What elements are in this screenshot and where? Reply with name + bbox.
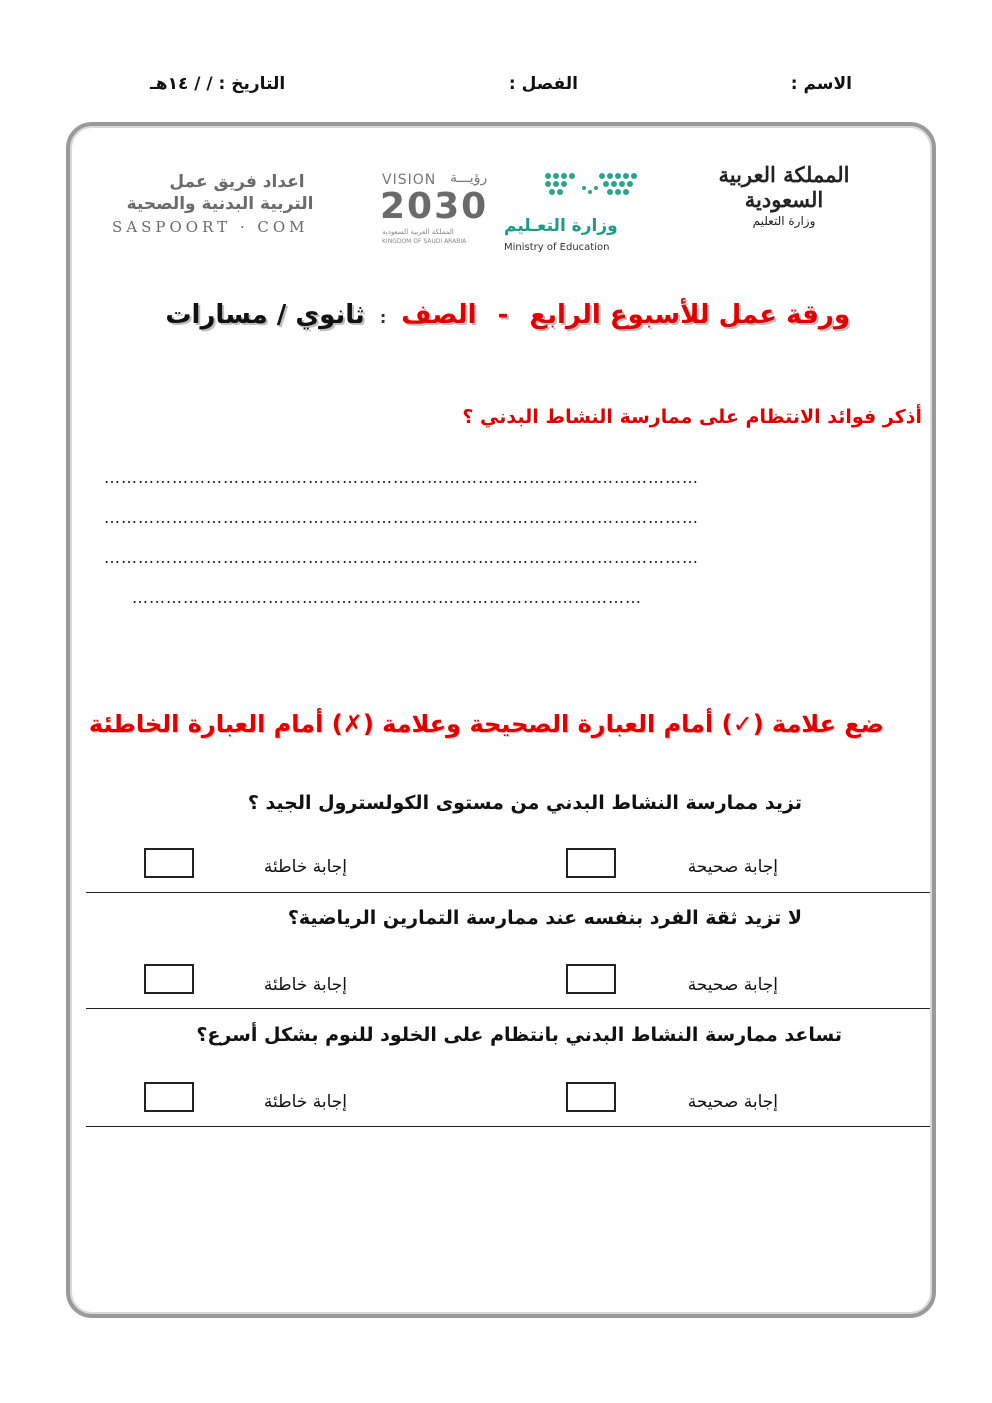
vision-year: 2030 xyxy=(380,186,489,227)
title-grade-label: الصف xyxy=(401,300,477,330)
moe-arabic-name: وزارة التعـليم xyxy=(504,216,618,236)
vision-sub-en: KINGDOM OF SAUDI ARABIA xyxy=(382,238,467,245)
statement-1-wrong-label: إجابة خاطئة xyxy=(263,857,347,877)
team-site: SASPOORT · COM xyxy=(112,218,309,236)
statement-2: لا تزيد ثقة الفرد بنفسه عند ممارسة التمارين الرياضية؟ xyxy=(287,907,802,929)
vision-word: VISION xyxy=(382,172,437,188)
answer-line-4[interactable]: ……………………………………………………………………………… xyxy=(132,588,642,607)
true-false-instruction: ضع علامة (✓) أمام العبارة الصحيحة وعلامة (✗) أمام العبارة الخاطئة xyxy=(88,710,884,738)
vision-arabic: رؤيـــة xyxy=(450,170,488,186)
statement-1: تزيد ممارسة النشاط البدني من مستوى الكولسترول الجيد ؟ xyxy=(247,792,802,814)
class-label: الفصل : xyxy=(508,74,578,94)
moe-logo xyxy=(500,166,640,258)
statement-3-wrong-box[interactable] xyxy=(144,1082,194,1112)
statement-3-wrong-label: إجابة خاطئة xyxy=(263,1092,347,1112)
name-label: الاسم : xyxy=(790,74,852,94)
answer-line-3[interactable]: …………………………………………………………………………………………… xyxy=(104,548,699,567)
statement-2-wrong-label: إجابة خاطئة xyxy=(263,975,347,995)
statement-1-correct-box[interactable] xyxy=(566,848,616,878)
kingdom-ministry: وزارة التعليم xyxy=(752,214,816,228)
statement-2-correct-label: إجابة صحيحة xyxy=(687,975,778,995)
kingdom-name: المملكة العربية السعودية xyxy=(718,162,850,212)
moe-english-name: Ministry of Education xyxy=(504,242,610,253)
statement-1-correct-label: إجابة صحيحة xyxy=(687,857,778,877)
statement-3-correct-box[interactable] xyxy=(566,1082,616,1112)
question-1: أذكر فوائد الانتظام على ممارسة النشاط البدني ؟ xyxy=(462,406,922,428)
worksheet-title xyxy=(165,300,850,330)
divider-2 xyxy=(86,1008,930,1009)
statement-2-wrong-box[interactable] xyxy=(144,964,194,994)
title-dash: - xyxy=(497,300,509,330)
date-label: التاريخ : / / ١٤هـ xyxy=(150,74,286,94)
statement-3: تساعد ممارسة النشاط البدني بانتظام على الخلود للنوم بشكل أسرع؟ xyxy=(196,1024,842,1046)
divider-1 xyxy=(86,892,930,893)
statement-1-wrong-box[interactable] xyxy=(144,848,194,878)
vision-sub-ar: المملكة العربية السعودية xyxy=(382,228,454,236)
title-colon: : xyxy=(379,308,387,327)
answer-line-1[interactable]: …………………………………………………………………………………………… xyxy=(104,468,699,487)
answer-line-2[interactable]: …………………………………………………………………………………………… xyxy=(104,508,699,527)
team-line2: التربية البدنية والصحية xyxy=(126,194,314,214)
team-logo xyxy=(112,172,352,236)
kingdom-logo xyxy=(676,162,892,228)
title-grade-value: ثانوي / مسارات xyxy=(165,300,365,330)
title-week: ورقة عمل للأسبوع الرابع xyxy=(529,300,850,330)
moe-dots-icon xyxy=(540,166,640,206)
statement-2-correct-box[interactable] xyxy=(566,964,616,994)
divider-3 xyxy=(86,1126,930,1127)
vision-2030-logo xyxy=(380,172,496,248)
team-line1: اعداد فريق عمل xyxy=(169,172,305,192)
statement-3-correct-label: إجابة صحيحة xyxy=(687,1092,778,1112)
